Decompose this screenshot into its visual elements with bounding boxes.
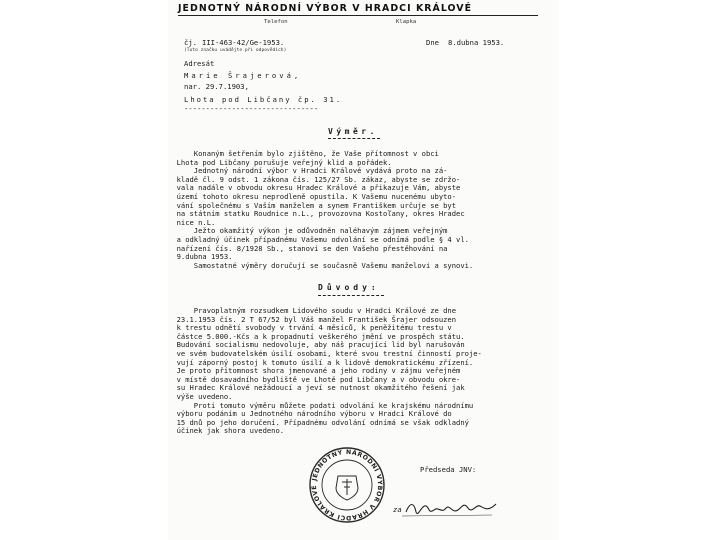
klapka-label: Klapka (396, 19, 417, 25)
letterhead-rule (178, 15, 538, 16)
duvody-line: 15 dnů po jeho doručení. Případnému odvolání odnímá se však odkladný (168, 417, 469, 427)
letterhead-title: JEDNOTNÝ NÁRODNÍ VÝBOR V HRADCI KRÁLOVÉ (178, 3, 473, 14)
vymer-underline (328, 138, 380, 139)
vymer-line: Lhota pod Libčany porušuje veřejný klid a pořádek. (168, 157, 392, 167)
vymer-line: nařízení čís. 8/1928 Sb., stanoví se den Vašeho přestěhování na (168, 243, 448, 253)
duvody-body (168, 307, 558, 436)
signature-prefix: za (393, 505, 402, 514)
reference-note: (Tuto značku uvádějte při odpovědích) (184, 48, 287, 53)
date-label: Dne (426, 38, 439, 47)
vymer-line: vání společnému s Vaším manželem a synem Františkem určuje se byt (168, 200, 457, 210)
handwritten-signature (392, 498, 502, 520)
duvody-line: su Hradec Králové nežádoucí a jeví se nutnost okamžitého řešení jak (168, 383, 465, 393)
duvody-line: Je proto přítomnost shora jmenované a jeho rodiny v zájmu veřejném (168, 366, 461, 376)
vymer-line: Jednotný národní výbor v Hradci Králové vydává proto na zá- (168, 166, 448, 176)
duvody-line: 23.1.1953 čís. 2 T 67/52 byl Váš manžel František Šrajer odsouzen (168, 314, 457, 324)
duvody-line: účinek jak shora uvedeno. (168, 426, 285, 436)
addressee-birthdate: nar. 29.7.1903, (184, 82, 249, 91)
document-page (168, 0, 558, 540)
vymer-line: 9.dubna 1953. (168, 252, 233, 262)
vymer-line: vala nadále v obvodu okresu Hradec Králové a přikazuje Vám, abyste (168, 183, 461, 193)
vymer-line: území tohoto okresu neprodleně opustila. K Vašemu nucenému ubyto- (168, 191, 457, 201)
duvody-line: Budování socialismu nedovoluje, aby náš pracující lid byl narušován (168, 340, 465, 350)
duvody-heading: Důvody: (318, 283, 380, 292)
duvody-line: výboru podáním u Jednotného národního výboru v Hradci Králové do (168, 409, 452, 419)
reference-label: čj. (184, 38, 197, 47)
addressee-address: Lhota pod Libčany čp. 31. (184, 95, 343, 104)
duvody-line: Proti tomuto výměru můžete podati odvolání ke krajskému národnímu (168, 400, 474, 410)
vymer-body (168, 150, 558, 270)
telefon-label: Telefon (264, 19, 288, 25)
duvody-underline (318, 295, 384, 296)
document-date: 8.dubna 1953. (448, 38, 505, 47)
duvody-line: Pravoplatným rozsudkem Lidového soudu v Hradci Králové ze dne (168, 306, 457, 315)
vymer-heading: Výměr. (328, 127, 378, 136)
vymer-line: Samostatné výměry doručují se současně Vašemu manželovi a synovi. (168, 260, 474, 270)
address-rule: ------------------------------- (184, 104, 319, 113)
duvody-line: vují záporný postoj k tomuto úsilí a k lidově demokratickému zřízení. (168, 357, 474, 367)
duvody-line: v místě dosavadního bydliště ve Lhotě pod Libčany a v obvodu okre- (168, 374, 461, 384)
vymer-line: na státním statku Roudnice n.L., provozovna Kostoľany, okres Hradec (168, 209, 465, 219)
vymer-line: Ježto okamžitý výkon je odůvodněn naléhavým zájmem veřejným (168, 226, 448, 236)
official-stamp-seal (308, 446, 386, 524)
vymer-line: kladě čl. 9 odst. 1 zákona čís. 125/27 Sb. zákaz, abyste se zdržo- (168, 174, 461, 184)
svg-text:JEDNOTNÝ NÁRODNÍ VÝBOR V HRADC: JEDNOTNÝ NÁRODNÍ VÝBOR V HRADCI KRÁLOVÉ (310, 448, 384, 522)
addressee-label: Adresát (184, 59, 215, 68)
addressee-name: Marie Šrajerová, (184, 71, 302, 80)
vymer-line: a odkladný účinek případnému Vašemu odvolání se odnímá podle § 4 vl. (168, 234, 469, 244)
vymer-line: nice n.L. (168, 217, 216, 227)
chairman-label: Předseda JNV: (420, 465, 477, 474)
duvody-line: k trestu odnětí svobody v trvání 4 měsíců, k peněžitému trestu v (168, 323, 452, 333)
duvody-line: výše uvedeno. (168, 391, 233, 401)
reference-number: III-463-42/Ge-1953. (202, 38, 285, 47)
duvody-line: částce 5.000.-Kčs a k propadnutí veškerého jmění ve prospěch státu. (168, 331, 465, 341)
vymer-line: Konaným šetřením bylo zjištěno, že Vaše přítomnost v obci (168, 149, 439, 158)
duvody-line: ve svém budovatelském úsilí osobami, které svou trestní činností proje- (168, 348, 482, 358)
